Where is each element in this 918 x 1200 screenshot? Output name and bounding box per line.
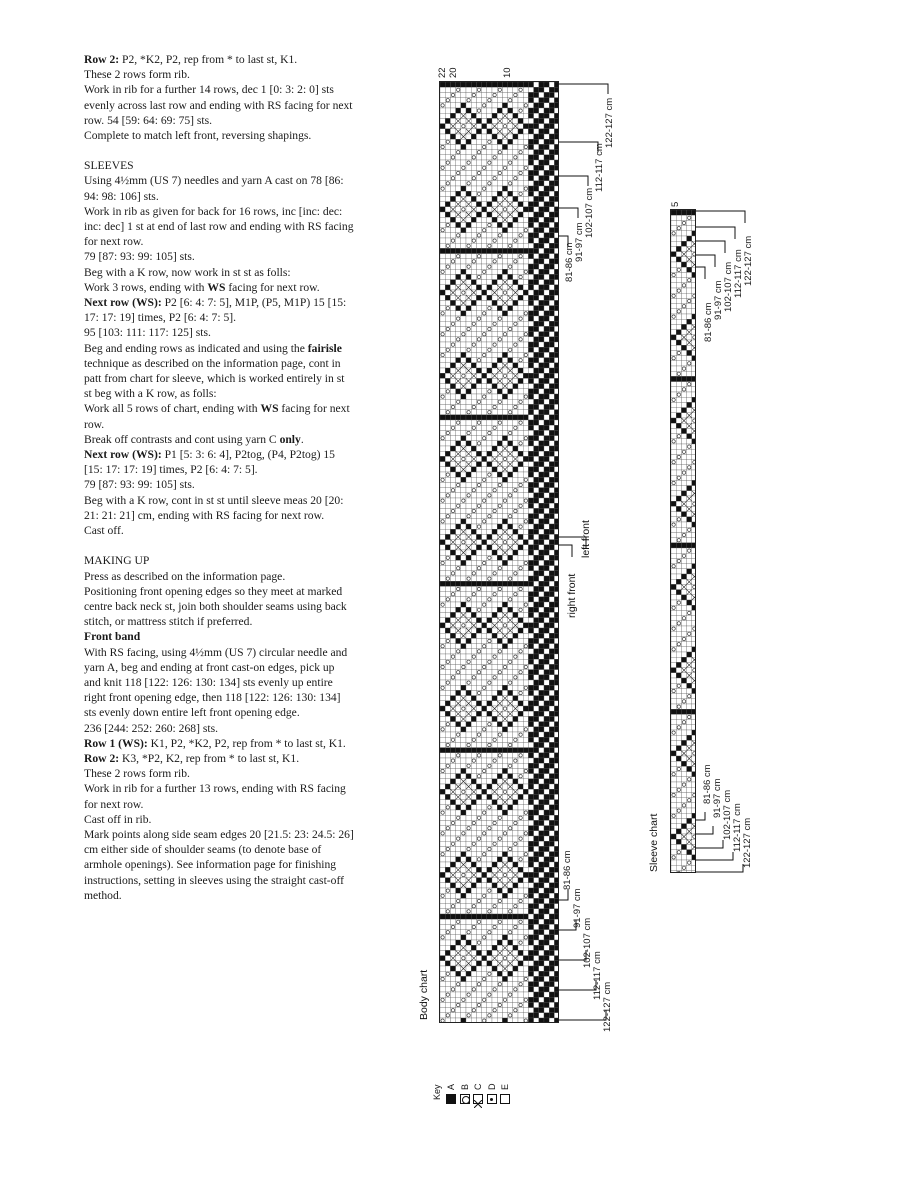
instruction-paragraph: Work in rib as given for back for 16 rows, inc [inc: dec: inc: dec] 1 st at end of last row and ending with RS facing for next row. xyxy=(84,204,354,249)
pattern-instructions xyxy=(84,52,354,903)
body-top-size-122: 122-127 cm xyxy=(604,97,615,148)
instruction-bold: Front band xyxy=(84,630,141,644)
key-letter-c: C xyxy=(473,1083,483,1090)
instruction-paragraph: Mark points along side seam edges 20 [21.5: 23: 24.5: 26] cm either side of shoulder seams (to denote base of armhole openings). See information page for finishing instructions, setting in sleeves using the straight cast-off method. xyxy=(84,827,354,902)
body-top-size-91: 91-97 cm xyxy=(574,222,585,262)
instruction-paragraph: 79 [87: 93: 99: 105] sts. xyxy=(84,478,195,492)
cross-square-icon xyxy=(473,1094,483,1104)
instruction-bold: WS xyxy=(207,280,226,294)
instruction-paragraph: Complete to match left front, reversing shapings. xyxy=(84,129,312,143)
instruction-paragraph: These 2 rows form rib. xyxy=(84,68,190,82)
instruction-paragraph: Next row (WS): P2 [6: 4: 7: 5], M1P, (P5, M1P) 15 [15: 17: 17: 19] times, P2 [6: 4: 7: 5]. xyxy=(84,296,347,325)
key-title: Key xyxy=(432,1084,442,1100)
instruction-paragraph: Work 3 rows, ending with WS facing for next row. xyxy=(84,280,320,294)
sleeve-bottom-size-102: 102-107 cm xyxy=(722,789,733,840)
circle-square-icon xyxy=(460,1094,470,1104)
instruction-paragraph: SLEEVES xyxy=(84,159,134,173)
sleeve-bottom-size-81: 81-86 cm xyxy=(702,764,713,804)
sleeve-top-size-112: 112-117 cm xyxy=(733,249,744,298)
instruction-bold: Next row (WS): xyxy=(84,296,162,310)
instruction-paragraph: Row 1 (WS): K1, P2, *K2, P2, rep from * to last st, K1. xyxy=(84,736,346,750)
instruction-bold: WS xyxy=(260,402,279,416)
sleeve-bottom-size-91: 91-97 cm xyxy=(712,778,723,818)
body-bottom-size-91: 91-97 cm xyxy=(572,888,583,928)
instruction-paragraph: MAKING UP xyxy=(84,554,150,568)
body-chart-stitches xyxy=(440,82,559,1023)
sleeve-top-size-91: 91-97 cm xyxy=(713,280,724,320)
instruction-paragraph: Beg with a K row, now work in st st as folls: xyxy=(84,265,291,279)
key-letter-b: B xyxy=(459,1083,470,1090)
empty-square-icon xyxy=(500,1094,510,1104)
sleeve-chart-grid xyxy=(670,209,696,873)
body-bottom-size-112: 112-117 cm xyxy=(592,951,603,1000)
instruction-bold: Row 2: xyxy=(84,751,120,765)
instruction-bold: only xyxy=(279,432,301,446)
right-front-label: right front xyxy=(566,573,578,618)
instruction-paragraph: Row 2: P2, *K2, P2, rep from * to last st, K1. xyxy=(84,53,298,66)
row-number-22: 22 xyxy=(437,67,448,78)
sleeve-top-size-122: 122-127 cm xyxy=(743,235,754,286)
filled-square-icon xyxy=(446,1094,456,1104)
instruction-paragraph: Work in rib for a further 14 rows, dec 1 [0: 3: 2: 0] sts evenly across last row and ending with RS facing for next row. 54 [59: 64: 69: 75] sts. xyxy=(84,83,353,127)
row-number-10: 10 xyxy=(502,67,513,78)
body-bottom-size-81: 81-86 cm xyxy=(562,850,573,890)
instruction-paragraph: Cast off in rib. xyxy=(84,812,152,826)
body-bottom-size-102: 102-107 cm xyxy=(582,917,593,968)
body-top-size-102: 102-107 cm xyxy=(584,187,595,238)
key-letter-e: E xyxy=(500,1083,510,1090)
sleeve-top-size-102: 102-107 cm xyxy=(723,261,734,312)
instruction-paragraph: Beg and ending rows as indicated and using the fairisle technique as described on the information page, cont in patt from chart for sleeve, which is worked entirely in st st beg with a K row, as folls: xyxy=(84,341,345,401)
instruction-bold: Next row (WS): xyxy=(84,448,162,462)
body-chart-grid xyxy=(439,81,559,1023)
instruction-paragraph: 236 [244: 252: 260: 268] sts. xyxy=(84,721,218,735)
body-bottom-size-122: 122-127 cm xyxy=(602,981,613,1032)
instruction-paragraph: 95 [103: 111: 117: 125] sts. xyxy=(84,326,211,340)
instruction-paragraph: 79 [87: 93: 99: 105] sts. xyxy=(84,250,195,264)
instruction-paragraph: Using 4½mm (US 7) needles and yarn A cast on 78 [86: 94: 98: 106] sts. xyxy=(84,174,344,203)
paragraph-gap xyxy=(84,538,354,553)
instruction-paragraph: Next row (WS): P1 [5: 3: 6: 4], P2tog, (P4, P2tog) 15 [15: 17: 17: 19] times, P2 [6: 4: 7: 5]. xyxy=(84,448,335,477)
sleeve-bottom-size-112: 112-117 cm xyxy=(732,803,743,852)
sleeve-bottom-size-122: 122-127 cm xyxy=(742,817,753,868)
row-number-20: 20 xyxy=(448,67,459,78)
instruction-paragraph: Beg with a K row, cont in st st until sleeve meas 20 [20: 21: 21: 21] cm, ending with RS facing for next row. xyxy=(84,493,344,522)
instruction-paragraph: Press as described on the information page. xyxy=(84,569,286,583)
body-top-size-112: 112-117 cm xyxy=(594,143,605,192)
body-top-size-81: 81-86 cm xyxy=(564,242,575,282)
paragraph-gap xyxy=(84,143,354,158)
sleeve-chart-label: Sleeve chart xyxy=(648,813,660,872)
instruction-paragraph: These 2 rows form rib. xyxy=(84,767,190,781)
sleeve-row-number-5: 5 xyxy=(670,201,681,207)
instruction-paragraph: Positioning front opening edges so they meet at marked centre back neck st, join both shoulder seams using back stitch, or mattress stitch if preferred. xyxy=(84,584,347,629)
instruction-paragraph: Work in rib for a further 13 rows, ending with RS facing for next row. xyxy=(84,782,346,811)
instruction-paragraph: With RS facing, using 4½mm (US 7) circular needle and yarn A, beg and ending at front cast-on edges, pick up and knit 118 [122: 126: 130: 134] sts evenly up entire right front opening edge, then 118 [122: 126: 130: 134] sts evenly down entire left front opening edge. xyxy=(84,645,348,720)
instruction-paragraph xyxy=(84,629,354,644)
sleeve-chart-stitches xyxy=(671,210,696,873)
body-chart-label: Body chart xyxy=(418,969,430,1020)
instruction-paragraph: Break off contrasts and cont using yarn C only. xyxy=(84,432,304,446)
key-letter-a: A xyxy=(446,1083,456,1090)
dot-square-icon xyxy=(487,1094,497,1104)
front-leaders xyxy=(558,535,598,575)
instruction-bold: Row 2: xyxy=(84,53,120,66)
instruction-paragraph: Work all 5 rows of chart, ending with WS facing for next row. xyxy=(84,402,350,431)
sleeve-top-size-81: 81-86 cm xyxy=(703,302,714,342)
instruction-paragraph: Row 2: K3, *P2, K2, rep from * to last st, K1. xyxy=(84,751,300,765)
instruction-paragraph: Cast off. xyxy=(84,524,124,538)
key-letter-d: D xyxy=(486,1083,497,1090)
instruction-bold: fairisle xyxy=(307,341,342,355)
instruction-bold: Row 1 (WS): xyxy=(84,736,148,750)
left-front-label: left front xyxy=(580,520,592,558)
